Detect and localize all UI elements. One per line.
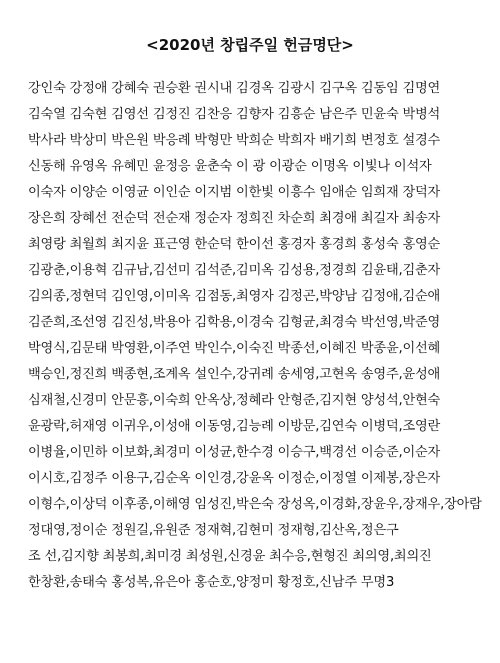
donor-row: 이숙자 이양순 이영균 이인순 이지범 이한빛 이흥수 임애순 임희재 장덕자 xyxy=(28,185,441,200)
donor-row: 한창환,송태숙 홍성복,유은아 홍순호,양정미 황정호,신남주 무명3 xyxy=(28,575,395,590)
donor-row: 박영식,김문태 박영환,이주연 박인수,이숙진 박종선,이혜진 박종윤,이선혜 xyxy=(28,341,441,356)
donor-row: 신동해 유영옥 유혜민 윤정응 윤춘숙 이 광 이광순 이명옥 이빛나 이석자 xyxy=(28,159,432,174)
donor-row: 이형수,이상덕 이후종,이해영 임성진,박은숙 장성옥,이경화,장윤우,장재우,장아람 xyxy=(28,497,482,512)
donor-row: 김숙열 김숙현 김영선 김정진 김찬응 김향자 김흥순 남은주 민윤숙 박병석 xyxy=(28,107,441,122)
donor-row: 정대영,정이순 정원길,유원준 정재혁,김현미 정재형,김산옥,정은구 xyxy=(28,523,399,538)
donor-name-list xyxy=(28,76,488,596)
donor-row: 강인숙 강정애 강혜숙 권승환 권시내 김경옥 김광시 김구옥 김동임 김명연 xyxy=(28,81,441,96)
donor-row: 백승인,정진희 백종현,조계옥 설인수,강귀례 송세영,고현옥 송영주,윤성애 xyxy=(28,367,441,382)
donor-row: 장은희 장혜선 전순덕 전순재 정순자 정희진 차순희 최경애 최길자 최송자 xyxy=(28,211,441,226)
document-title: <2020년 창립주일 헌금명단> xyxy=(146,36,354,54)
donor-row: 윤광락,허재영 이귀우,이성애 이동영,김능례 이방문,김연숙 이병덕,조영란 xyxy=(28,419,441,434)
donor-row: 김광춘,이용혁 김규남,김선미 김석준,김미옥 김성용,정경희 김윤태,김춘자 xyxy=(28,263,441,278)
donor-row: 심재철,신경미 안문흥,이숙희 안옥상,정혜라 안형준,김지현 양성석,안현숙 xyxy=(28,393,441,408)
donor-row: 이병율,이민하 이보화,최경미 이성균,한수경 이승구,백경선 이승준,이순자 xyxy=(28,445,441,460)
donor-row: 박사라 박상미 박은원 박응례 박형만 박희순 박희자 배기희 변정호 설경수 xyxy=(28,133,441,148)
donor-row: 최영랑 최월희 최지윤 표근영 한순덕 한이선 홍경자 홍경희 홍성숙 홍영순 xyxy=(28,237,441,252)
donor-row: 이시호,김정주 이용구,김순옥 이인경,강윤옥 이정순,이정열 이제봉,장은자 xyxy=(28,471,441,486)
donor-row: 김의종,정현덕 김인영,이미옥 김점동,최영자 김정곤,박양남 김정애,김순애 xyxy=(28,289,441,304)
donor-row: 김준희,조선영 김진성,박용아 김학용,이경숙 김형균,최경숙 박선영,박준영 xyxy=(28,315,441,330)
donor-row: 조 선,김지향 최봉희,최미경 최성원,신경윤 최수응,현형진 최의영,최의진 xyxy=(28,549,432,564)
